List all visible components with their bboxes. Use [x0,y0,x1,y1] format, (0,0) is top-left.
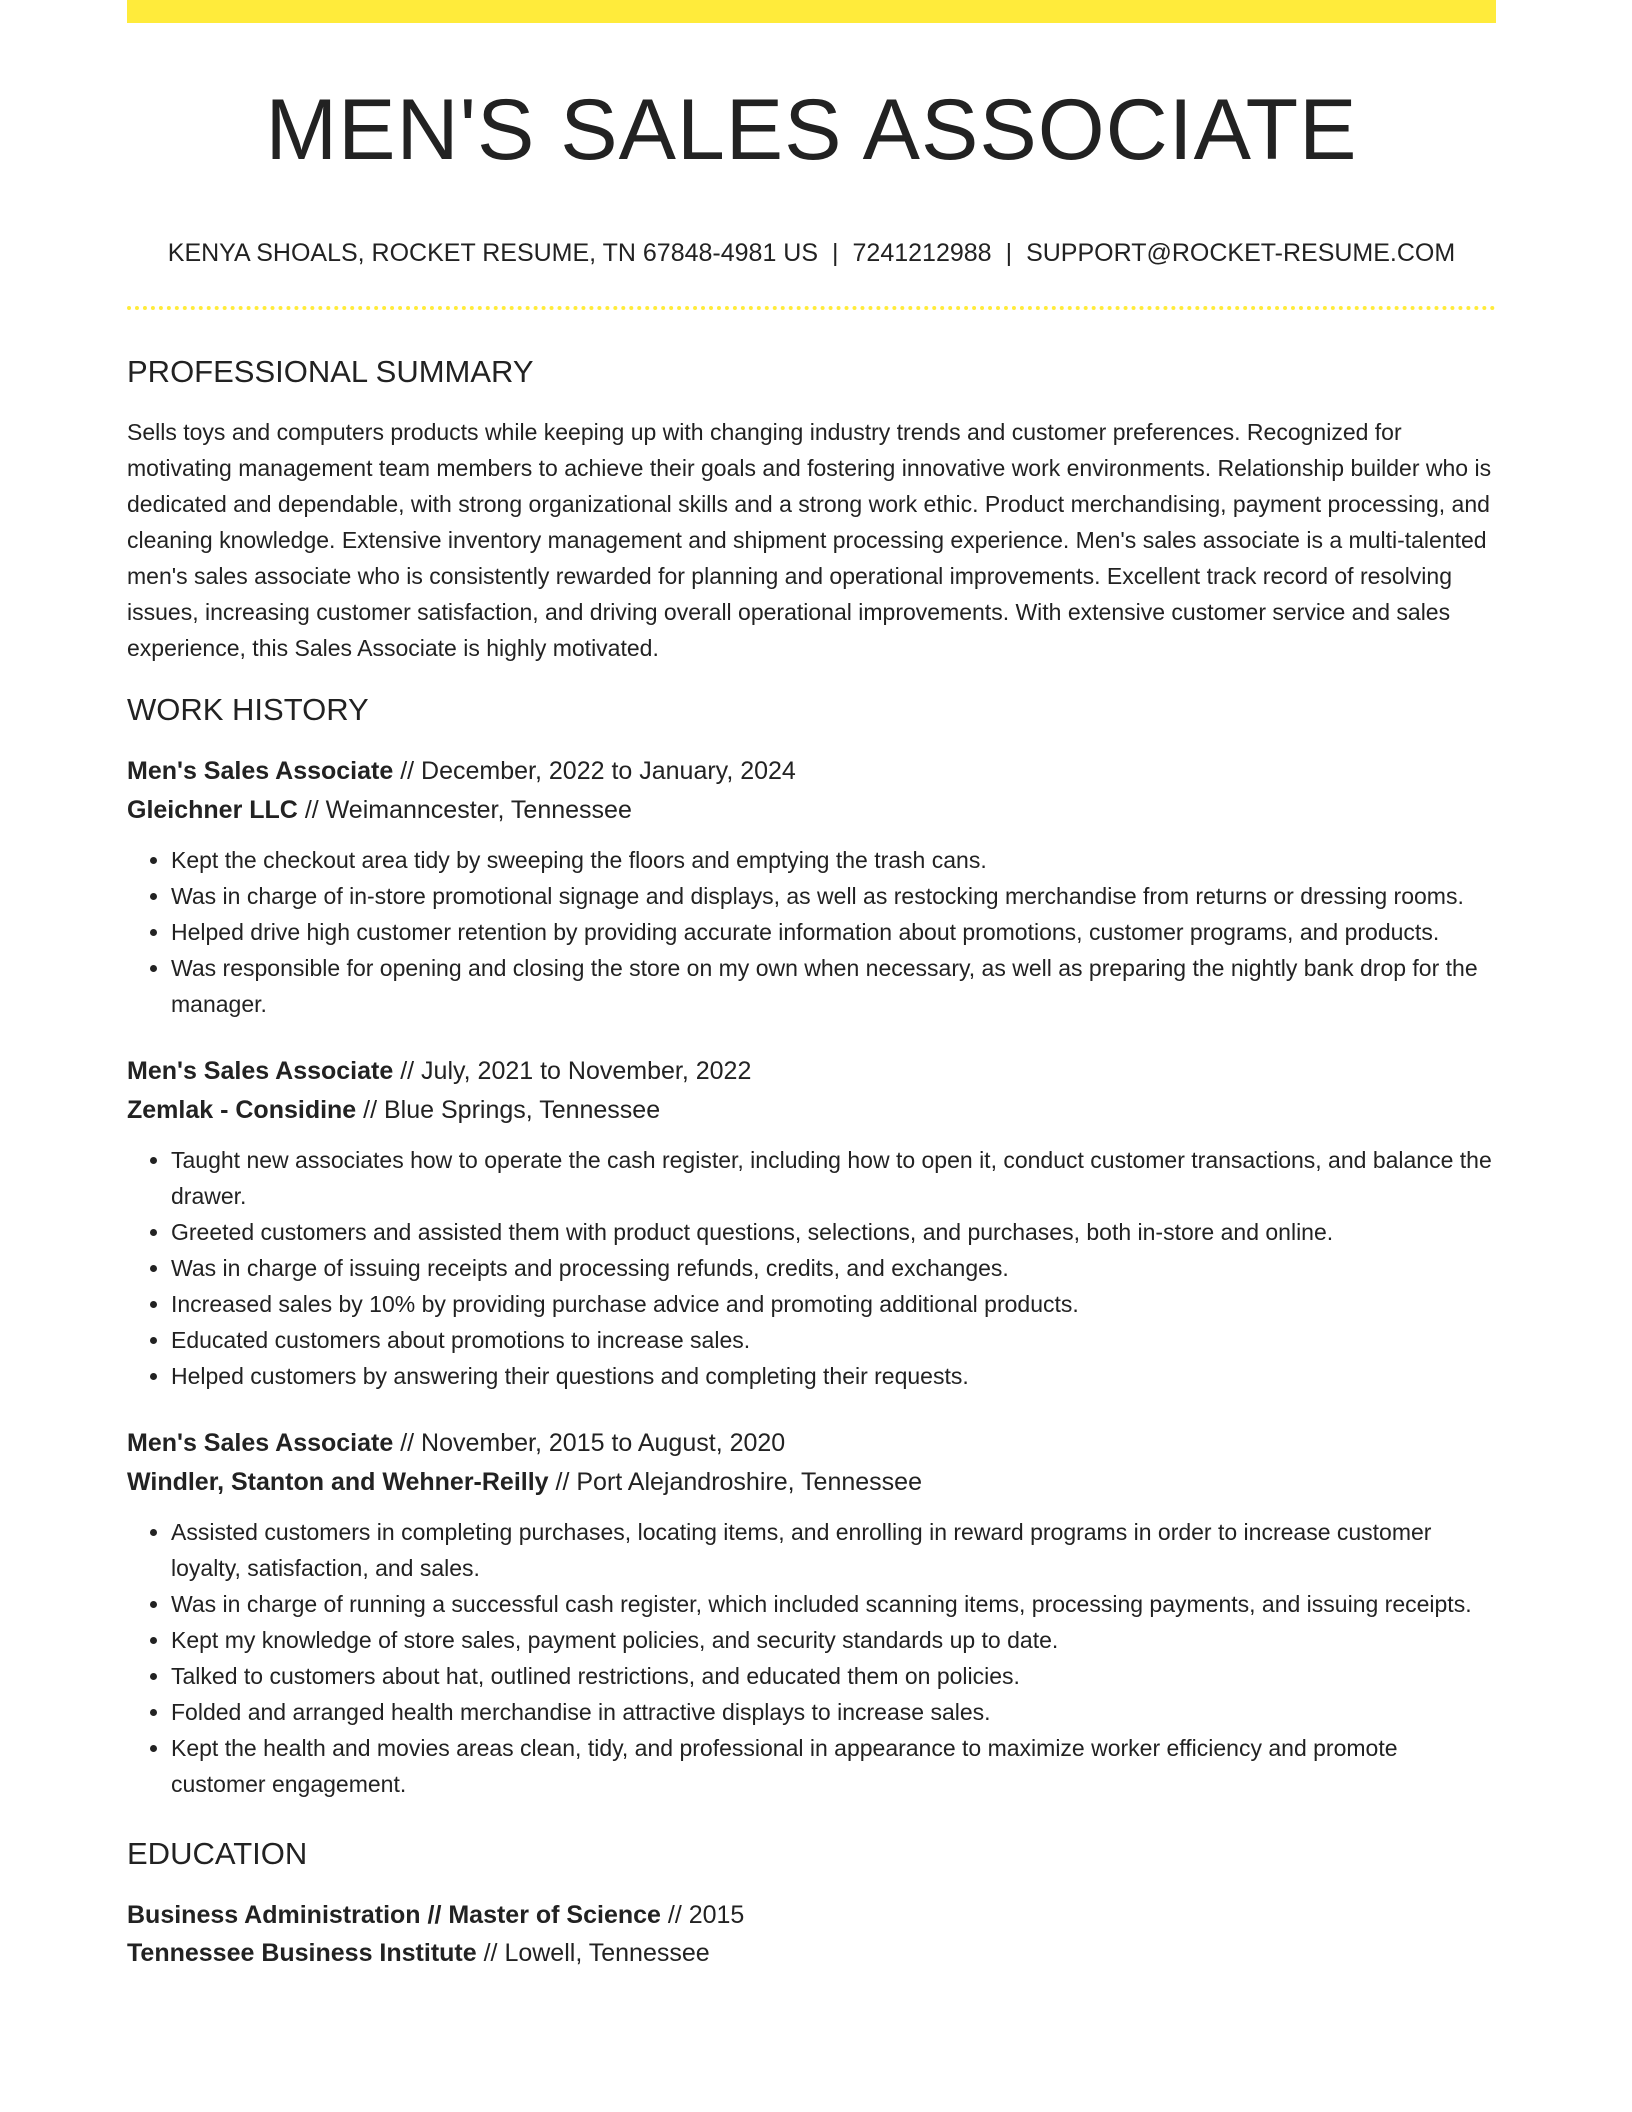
job-bullet: • Taught new associates how to operate the cash register, including how to open it, conduct customer transactions, and balance the drawer. [171,1142,1496,1214]
contact-line [127,236,1496,270]
job-bullet: • Kept the checkout area tidy by sweeping the floors and emptying the trash cans. [171,842,1496,878]
job-bullet: • Was responsible for opening and closing the store on my own when necessary, as well as preparing the nightly bank drop for the manager. [171,950,1496,1022]
job-bullets [127,1142,1496,1394]
job-bullet: • Assisted customers in completing purchases, locating items, and enrolling in reward programs in order to increase customer loyalty, satisfaction, and sales. [171,1514,1496,1586]
education-heading: EDUCATION [127,1836,308,1871]
job-company: Zemlak - Considine [127,1096,357,1124]
job-entry [127,1052,1496,1394]
summary-heading: PROFESSIONAL SUMMARY [127,354,534,389]
job-bullet: • Was in charge of issuing receipts and processing refunds, credits, and exchanges. [171,1250,1496,1286]
job-title: Men's Sales Associate [127,1429,394,1457]
education-degree-line [127,1896,1496,1934]
job-company-line [127,1091,1496,1130]
job-location: // Weimanncester, Tennessee [297,796,632,824]
education-year: // 2015 [660,1901,745,1929]
job-bullet: • Educated customers about promotions to increase sales. [171,1322,1496,1358]
job-company-line [127,791,1496,830]
summary-text: Sells toys and computers products while keeping up with changing industry trends and customer preferences. Recognized for motivating management team members to achieve their goals and fostering innovative work environments. Relationship builder who is dedicated and dependable, with strong organizational skills and a strong work ethic. Product merchandising, payment processing, and cleaning knowledge. Extensive inventory management and shipment processing experience. Men's sales associate is a multi-talented men's sales associate who is consistently rewarded for planning and operational improvements. Excellent track record of resolving issues, increasing customer satisfaction, and driving overall operational improvements. With extensive customer service and sales experience, this Sales Associate is highly motivated. [127,419,1492,661]
job-company-line [127,1463,1496,1502]
work-history-heading: WORK HISTORY [127,692,369,727]
job-company: Windler, Stanton and Wehner-Reilly [127,1468,549,1496]
job-title: Men's Sales Associate [127,1057,394,1085]
job-bullet: • Helped customers by answering their questions and completing their requests. [171,1358,1496,1394]
job-company: Gleichner LLC [127,796,298,824]
resume-content [127,350,1496,1972]
job-bullet: • Was in charge of in-store promotional signage and displays, as well as restocking merchandise from returns or dressing rooms. [171,878,1496,914]
job-bullet: • Folded and arranged health merchandise in attractive displays to increase sales. [171,1694,1496,1730]
job-dates: // November, 2015 to August, 2020 [393,1429,786,1457]
education-school: Tennessee Business Institute [127,1939,477,1967]
contact-phone: 7241212988 [852,239,992,267]
job-bullet: • Helped drive high customer retention by providing accurate information about promotions, customer programs, and products. [171,914,1496,950]
dotted-divider [127,306,1496,310]
contact-separator: | [832,239,839,267]
job-title-line [127,1424,1496,1463]
job-bullet: • Was in charge of running a successful cash register, which included scanning items, processing payments, and issuing receipts. [171,1586,1496,1622]
job-bullet: • Greeted customers and assisted them with product questions, selections, and purchases, both in-store and online. [171,1214,1496,1250]
job-dates: // July, 2021 to November, 2022 [393,1057,752,1085]
education-location: // Lowell, Tennessee [476,1939,710,1967]
job-location: // Port Alejandroshire, Tennessee [548,1468,922,1496]
education-school-line [127,1934,1496,1972]
contact-address: KENYA SHOALS, ROCKET RESUME, TN 67848-4981 US [167,239,819,267]
job-entry [127,1424,1496,1802]
job-bullet: • Kept my knowledge of store sales, payment policies, and security standards up to date. [171,1622,1496,1658]
job-entry [127,752,1496,1022]
job-title-line [127,1052,1496,1091]
job-dates: // December, 2022 to January, 2024 [393,757,796,785]
resume-title: MEN'S SALES ASSOCIATE [265,82,1358,178]
contact-email: SUPPORT@ROCKET-RESUME.COM [1026,239,1456,267]
job-bullets [127,1514,1496,1802]
job-bullet: • Kept the health and movies areas clean, tidy, and professional in appearance to maximize worker efficiency and promote customer engagement. [171,1730,1496,1802]
job-bullet: • Talked to customers about hat, outlined restrictions, and educated them on policies. [171,1658,1496,1694]
job-bullet: • Increased sales by 10% by providing purchase advice and promoting additional products. [171,1286,1496,1322]
education-entry [127,1896,1496,1972]
job-bullets [127,842,1496,1022]
education-degree: Business Administration // Master of Science [127,1901,661,1929]
contact-separator: | [1005,239,1013,267]
job-title-line [127,752,1496,791]
job-location: // Blue Springs, Tennessee [356,1096,661,1124]
accent-bar [127,0,1496,23]
job-title: Men's Sales Associate [127,757,394,785]
